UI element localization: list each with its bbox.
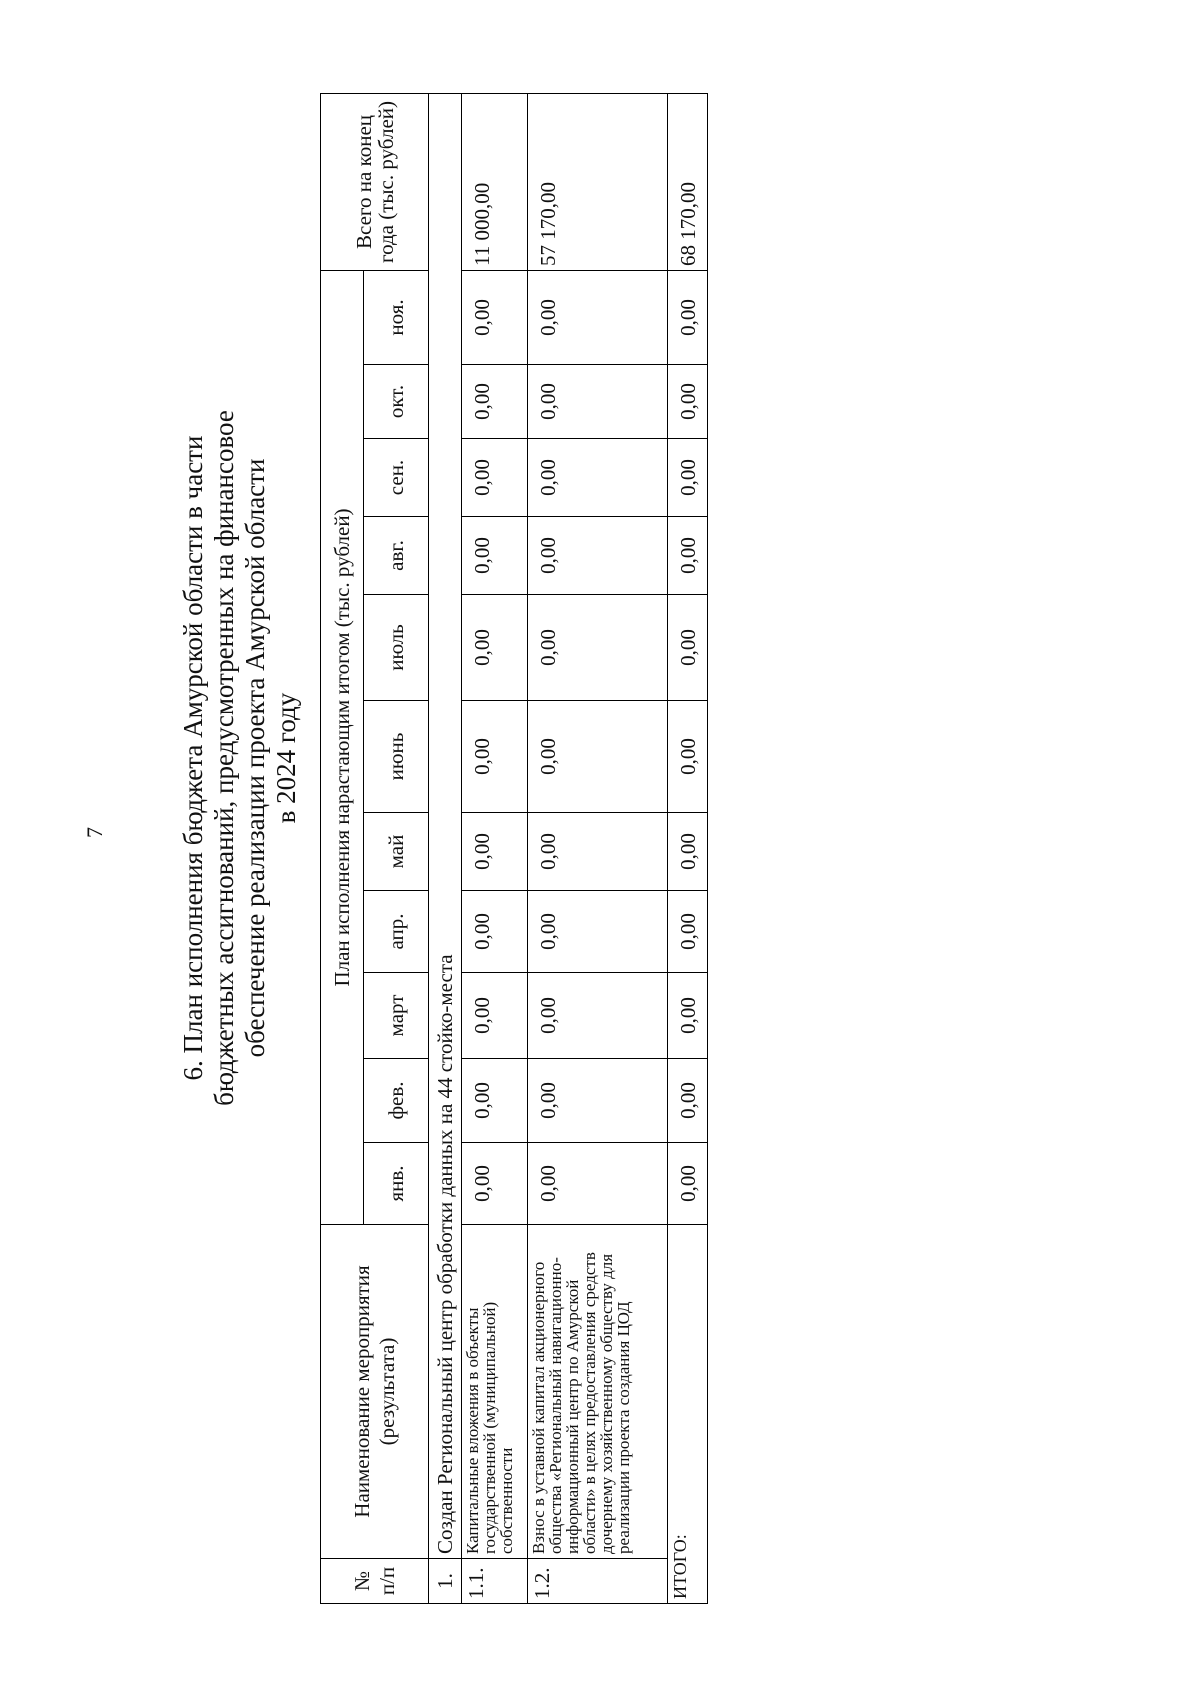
month-oct: окт. <box>364 365 429 439</box>
cell-value: 0,00 <box>462 813 528 891</box>
cell-value: 0,00 <box>668 973 708 1059</box>
cell-value: 0,00 <box>462 365 528 439</box>
cell-value: 0,00 <box>668 813 708 891</box>
cell-value: 0,00 <box>462 595 528 701</box>
cell-total: 57 170,00 <box>528 93 668 270</box>
cell-value: 0,00 <box>462 517 528 595</box>
cell-value: 0,00 <box>528 365 668 439</box>
row-name: Капитальные вложения в объекты государственной (муниципальной) собственности <box>462 1225 528 1559</box>
cell-value: 0,00 <box>528 891 668 973</box>
month-jun: июнь <box>364 701 429 813</box>
cell-value: 0,00 <box>528 813 668 891</box>
month-jul: июль <box>364 595 429 701</box>
cell-value: 0,00 <box>668 1143 708 1225</box>
cell-value: 0,00 <box>462 891 528 973</box>
cell-value: 0,00 <box>528 517 668 595</box>
month-feb: фев. <box>364 1059 429 1143</box>
header-num: № п/п <box>321 1559 429 1604</box>
row-name: Взнос в уставной капитал акционерного общества «Региональный навигационно-информационный центр по Амурской области» в целях предоставления средств дочернему хозяйственному обществу для реализации проекта создания ЦОД <box>528 1225 668 1559</box>
title-line: бюджетных ассигнований, предусмотренных на финансовое <box>209 410 239 1106</box>
budget-plan-table-wrapper <box>320 94 724 1604</box>
month-jan: янв. <box>364 1143 429 1225</box>
cell-value: 0,00 <box>668 365 708 439</box>
row-num: 1.2. <box>528 1559 668 1604</box>
cell-value: 0,00 <box>528 973 668 1059</box>
cell-value: 0,00 <box>668 270 708 364</box>
month-aug: авг. <box>364 517 429 595</box>
header-name: Наименование мероприятия (результата) <box>321 1225 429 1559</box>
cell-value: 0,00 <box>462 1059 528 1143</box>
cell-total: 68 170,00 <box>668 93 708 270</box>
title-line: обеспечение реализации проекта Амурской области <box>240 458 270 1058</box>
cell-value: 0,00 <box>668 439 708 517</box>
cell-value: 0,00 <box>528 1143 668 1225</box>
cell-value: 0,00 <box>528 439 668 517</box>
page-number: 7 <box>82 827 107 838</box>
header-plan: План исполнения нарастающим итогом (тыс. рублей) <box>321 270 364 1224</box>
section-title: Создан Региональный центр обработки данных на 44 стойко-места <box>429 93 462 1558</box>
document-title <box>178 258 302 1258</box>
cell-value: 0,00 <box>462 270 528 364</box>
month-sep: сен. <box>364 439 429 517</box>
section-num: 1. <box>429 1559 462 1604</box>
cell-value: 0,00 <box>668 595 708 701</box>
cell-value: 0,00 <box>528 1059 668 1143</box>
row-num: 1.1. <box>462 1559 528 1604</box>
title-line: 6. План исполнения бюджета Амурской области в части <box>178 435 208 1081</box>
cell-value: 0,00 <box>462 701 528 813</box>
table-row <box>462 93 528 1603</box>
month-apr: апр. <box>364 891 429 973</box>
cell-value: 0,00 <box>462 973 528 1059</box>
cell-value: 0,00 <box>528 701 668 813</box>
title-line: в 2024 году <box>271 692 301 824</box>
cell-value: 0,00 <box>528 595 668 701</box>
month-mar: март <box>364 973 429 1059</box>
table-row <box>528 93 668 1603</box>
cell-value: 0,00 <box>668 891 708 973</box>
cell-value: 0,00 <box>668 517 708 595</box>
month-nov: ноя. <box>364 270 429 364</box>
total-row <box>668 93 708 1603</box>
cell-total: 11 000,00 <box>462 93 528 270</box>
cell-value: 0,00 <box>528 270 668 364</box>
header-total: Всего на конец года (тыс. рублей) <box>321 93 429 270</box>
cell-value: 0,00 <box>668 701 708 813</box>
cell-value: 0,00 <box>668 1059 708 1143</box>
cell-value: 0,00 <box>462 439 528 517</box>
month-may: май <box>364 813 429 891</box>
total-label: ИТОГО: <box>668 1225 708 1604</box>
cell-value: 0,00 <box>462 1143 528 1225</box>
budget-plan-table <box>320 93 708 1604</box>
